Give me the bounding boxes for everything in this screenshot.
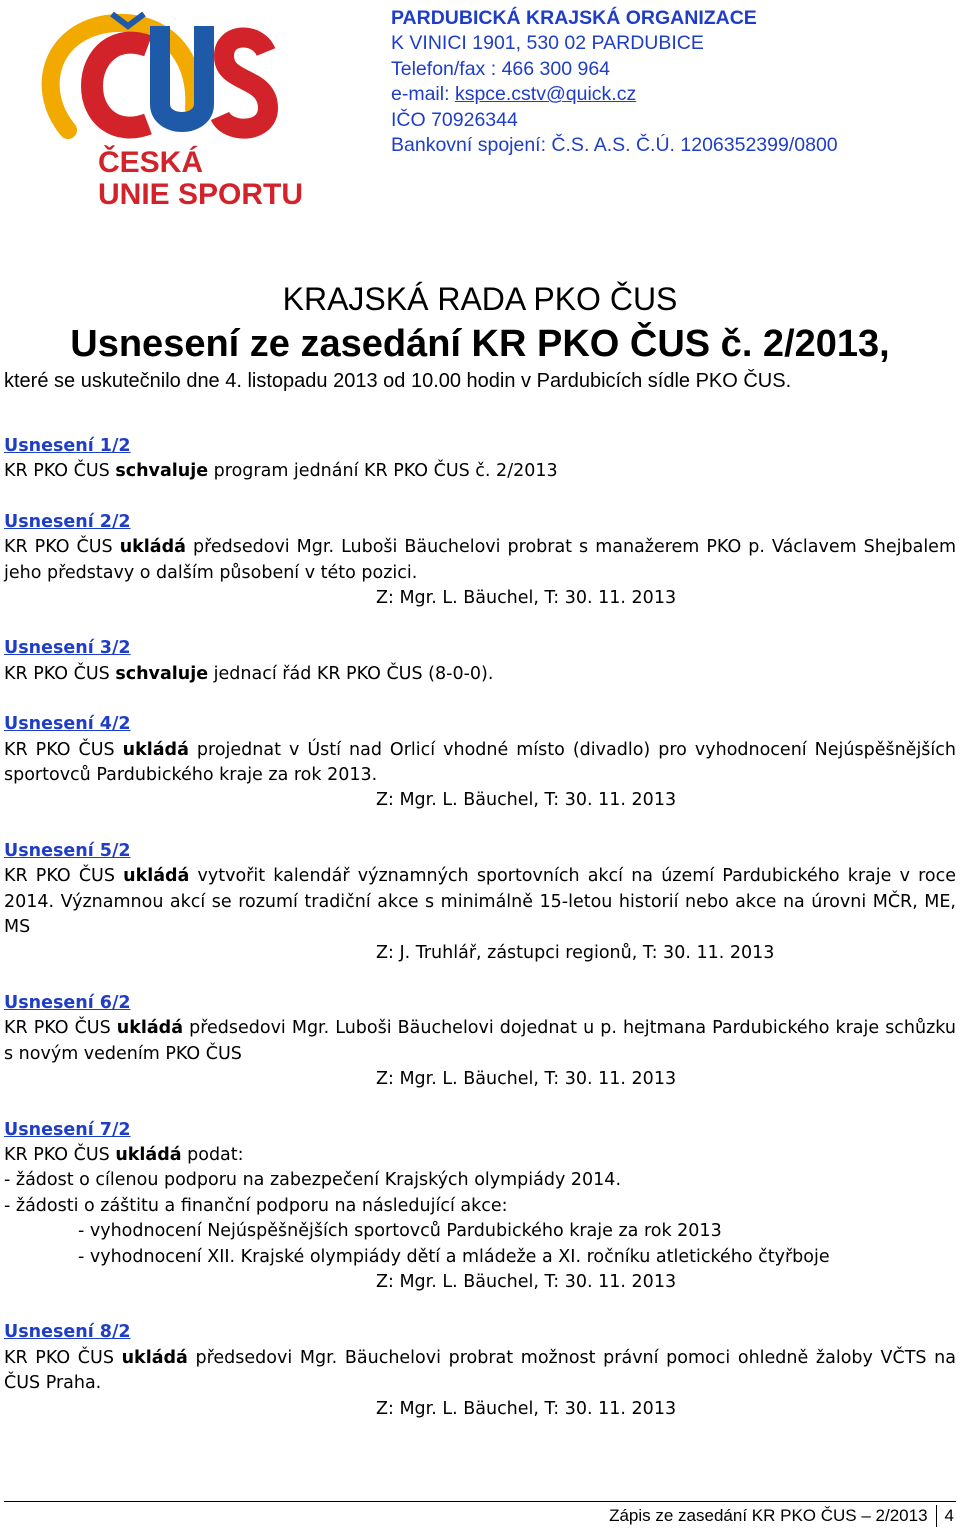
footer-text: Zápis ze zasedání KR PKO ČUS – 2/2013 [609,1506,928,1525]
resolution-verb: ukládá [121,1347,188,1368]
council-title: KRAJSKÁ RADA PKO ČUS [282,281,678,317]
resolution-heading: Usnesení 5/2 [4,840,131,861]
resolution-text [4,535,956,586]
document-title: Usnesení ze zasedání KR PKO ČUS č. 2/2013, [70,323,890,365]
resolution-content: jednací řád KR PKO ČUS (8-0-0). [208,663,494,684]
resolution-subject: KR PKO ČUS [4,739,123,760]
resolution-content: projednat v Ústí nad Orlicí vhodné místo (divadlo) pro vyhodnocení Nejúspěšnějších sportovců Pardubického kraje za rok 2013. [4,739,956,786]
organization-ico: IČO 70926344 [391,108,518,131]
logo-red-c [92,43,148,128]
resolution-1 [4,434,956,485]
resolution-subject: KR PKO ČUS [4,866,124,887]
resolution-verb: schvaluje [115,663,209,684]
resolution-content: vytvořit kalendář významných sportovních akcí na území Pardubického kraje v roce 2014. Významnou akcí se rozumí tradiční akce s minimálně 15-letou historií nebo akce na úrovni MČR, ME, MS [4,866,956,938]
logo-text-line2: UNIE SPORTU [98,178,304,211]
resolution-heading: Usnesení 6/2 [4,992,131,1013]
resolution-2 [4,510,956,612]
resolution-8 [4,1320,956,1422]
resolution-responsible: Z: Mgr. L. Bäuchel, T: 30. 11. 2013 [376,588,677,609]
email-link[interactable]: kspce.cstv@quick.cz [454,83,637,106]
resolution-verb: ukládá [119,537,186,558]
resolution-text [4,1143,956,1168]
sub-list-item: - vyhodnocení Nejúspěšnějších sportovců Pardubického kraje za rok 2013 [78,1221,722,1242]
resolution-subject: KR PKO ČUS [4,1018,117,1039]
resolution-heading: Usnesení 3/2 [4,638,131,659]
resolution-subject: KR PKO ČUS [4,1144,116,1165]
resolution-content: předsedovi Mgr. Bäuchelovi probrat možnost právní pomoci ohledně žaloby VČTS na ČUS Praha. [4,1347,956,1394]
logo-red-s [220,37,268,128]
logo-text-line1: ČESKÁ [98,146,204,179]
resolutions-list [4,434,956,1447]
resolution-content: program jednání KR PKO ČUS č. 2/2013 [208,461,558,482]
meeting-info: které se uskutečnilo dne 4. listopadu 2013 od 10.00 hodin v Pardubicích sídle PKO ČUS. [4,370,792,392]
list-item: - žádosti o záštitu a finanční podporu na následující akce: [4,1195,508,1216]
organization-phone: Telefon/fax : 466 300 964 [391,57,611,80]
resolution-verb: ukládá [116,1018,184,1039]
resolution-7 [4,1118,956,1296]
email-label: e-mail: [391,83,455,106]
resolution-4 [4,712,956,814]
resolution-responsible: Z: Mgr. L. Bäuchel, T: 30. 11. 2013 [376,790,677,811]
resolution-subject: KR PKO ČUS [4,1347,122,1368]
resolution-content: podat: [181,1144,244,1165]
resolution-subject: KR PKO ČUS [4,461,116,482]
resolution-responsible: Z: Mgr. L. Bäuchel, T: 30. 11. 2013 [376,1069,677,1090]
cus-logo [28,12,304,212]
resolution-verb: ukládá [115,1144,182,1165]
resolution-5 [4,839,956,966]
page-number: 4 [944,1506,954,1525]
resolution-responsible: Z: J. Truhlář, zástupci regionů, T: 30. 11. 2013 [376,942,775,963]
resolution-text [4,738,956,789]
organization-name: PARDUBICKÁ KRAJSKÁ ORGANIZACE [391,7,757,29]
resolution-responsible: Z: Mgr. L. Bäuchel, T: 30. 11. 2013 [376,1271,677,1292]
resolution-text [4,864,956,940]
resolution-text [4,1016,956,1067]
organization-email-row [391,82,838,107]
resolution-heading: Usnesení 2/2 [4,511,131,532]
resolution-heading: Usnesení 8/2 [4,1322,131,1343]
resolution-subject: KR PKO ČUS [4,537,120,558]
footer-separator [936,1505,937,1527]
sub-list-item: - vyhodnocení XII. Krajské olympiády dětí a mládeže a XI. ročníku atletického čtyřboje [78,1246,830,1267]
resolution-verb: ukládá [122,739,189,760]
resolution-content: předsedovi Mgr. Luboši Bäuchelovi dojednat u p. hejtmana Pardubického kraje schůzku s novým vedením PKO ČUS [4,1018,956,1064]
organization-address: K VINICI 1901, 530 02 PARDUBICE [391,32,704,55]
list-item: - žádost o cílenou podporu na zabezpečení Krajských olympiády 2014. [4,1170,622,1191]
resolution-responsible: Z: Mgr. L. Bäuchel, T: 30. 11. 2013 [376,1398,677,1419]
resolution-6 [4,991,956,1093]
resolution-text [4,1346,956,1397]
resolution-heading: Usnesení 1/2 [4,436,131,456]
resolution-3 [4,636,956,687]
resolution-subject: KR PKO ČUS [4,663,116,684]
resolution-heading: Usnesení 4/2 [4,714,131,735]
resolution-text [4,662,956,687]
resolution-text [4,459,956,484]
footer-divider [4,1501,956,1502]
resolution-heading: Usnesení 7/2 [4,1119,131,1140]
organization-bank: Bankovní spojení: Č.S. A.S. Č.Ú. 1206352399/0800 [391,134,838,157]
resolution-content: předsedovi Mgr. Luboši Bäuchelovi probrat s manažerem PKO p. Václavem Shejbalem jeho představy o dalším působení v této pozici. [4,537,956,583]
resolution-verb: ukládá [123,866,190,887]
organization-header [391,6,838,158]
page-footer [609,1505,954,1527]
resolution-verb: schvaluje [115,461,209,482]
